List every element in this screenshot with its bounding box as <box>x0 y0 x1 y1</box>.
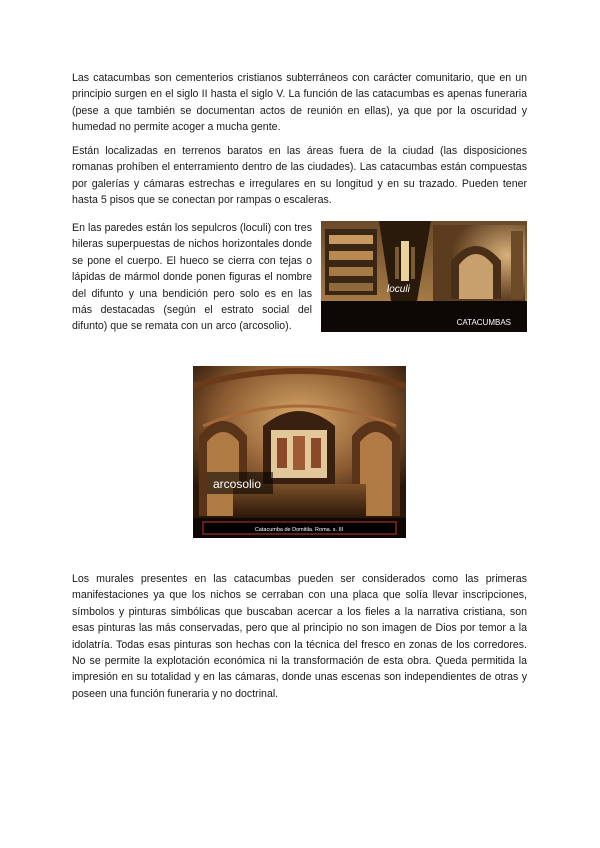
arcosolio-photo <box>193 366 406 538</box>
arcosolio-caption: Catacumba de Domitila. Roma. s. III <box>254 527 344 533</box>
loculi-label: loculi <box>387 284 410 295</box>
intro-paragraph: Las catacumbas son cementerios cristianos subterráneos con carácter comunitario, que en un principio surgen en el siglo II hasta el siglo V. La función de las catacumbas es apenas funeraria (pese a que también se documentan actos de reunión en ellas), ya que por la oscuridad y humedad no permite acoger a mucha gente. <box>72 72 527 134</box>
loculi-photo <box>321 221 527 332</box>
location-paragraph: Están localizadas en terrenos baratos en las áreas fuera de la ciudad (las disposiciones romanas prohíben el enterramiento dentro de las ciudades). Las catacumbas están compuestas por galerías y cámaras estrechas e irregulares en su longitud y en su trazado. Pueden tener hasta 5 pisos que se conectan por rampas o escaleras. <box>72 145 527 207</box>
loculi-caption: CATACUMBAS <box>456 318 511 327</box>
loculi-paragraph: En las paredes están los sepulcros (loculi) con tres hileras superpuestas de nichos horizontales donde se pone el cuerpo. El hueco se cierra con tejas o lápidas de mármol donde ponen figuras el nombre del difunto y una bendición pero solo es en las más destacadas (según el estrato social del difunto) que se remata con un arco (arcosolio). <box>72 222 312 333</box>
arcosolio-label: arcosolio <box>213 477 262 491</box>
murals-paragraph: Los murales presentes en las catacumbas pueden ser considerados como las primeras manifestaciones ya que los nichos se cerraban con una placa que solía llevar inscripciones, símbolos y pinturas simbólicas que buscaban acercar a los fieles a la narrativa cristiana, son esas pinturas las más conservadas, pero que al principio no son imagen de Dios por temor a la idolatría. Todas esas pinturas son hechas con la técnica del fresco en zonas de los corredores. No se permite la explotación económica ni la transformación de esta obra. Queda permitida la impresión en su totalidad y en las cámaras, donde unas escenas son independientes de otras y poseen una función funeraria y no doctrinal. <box>72 573 527 700</box>
